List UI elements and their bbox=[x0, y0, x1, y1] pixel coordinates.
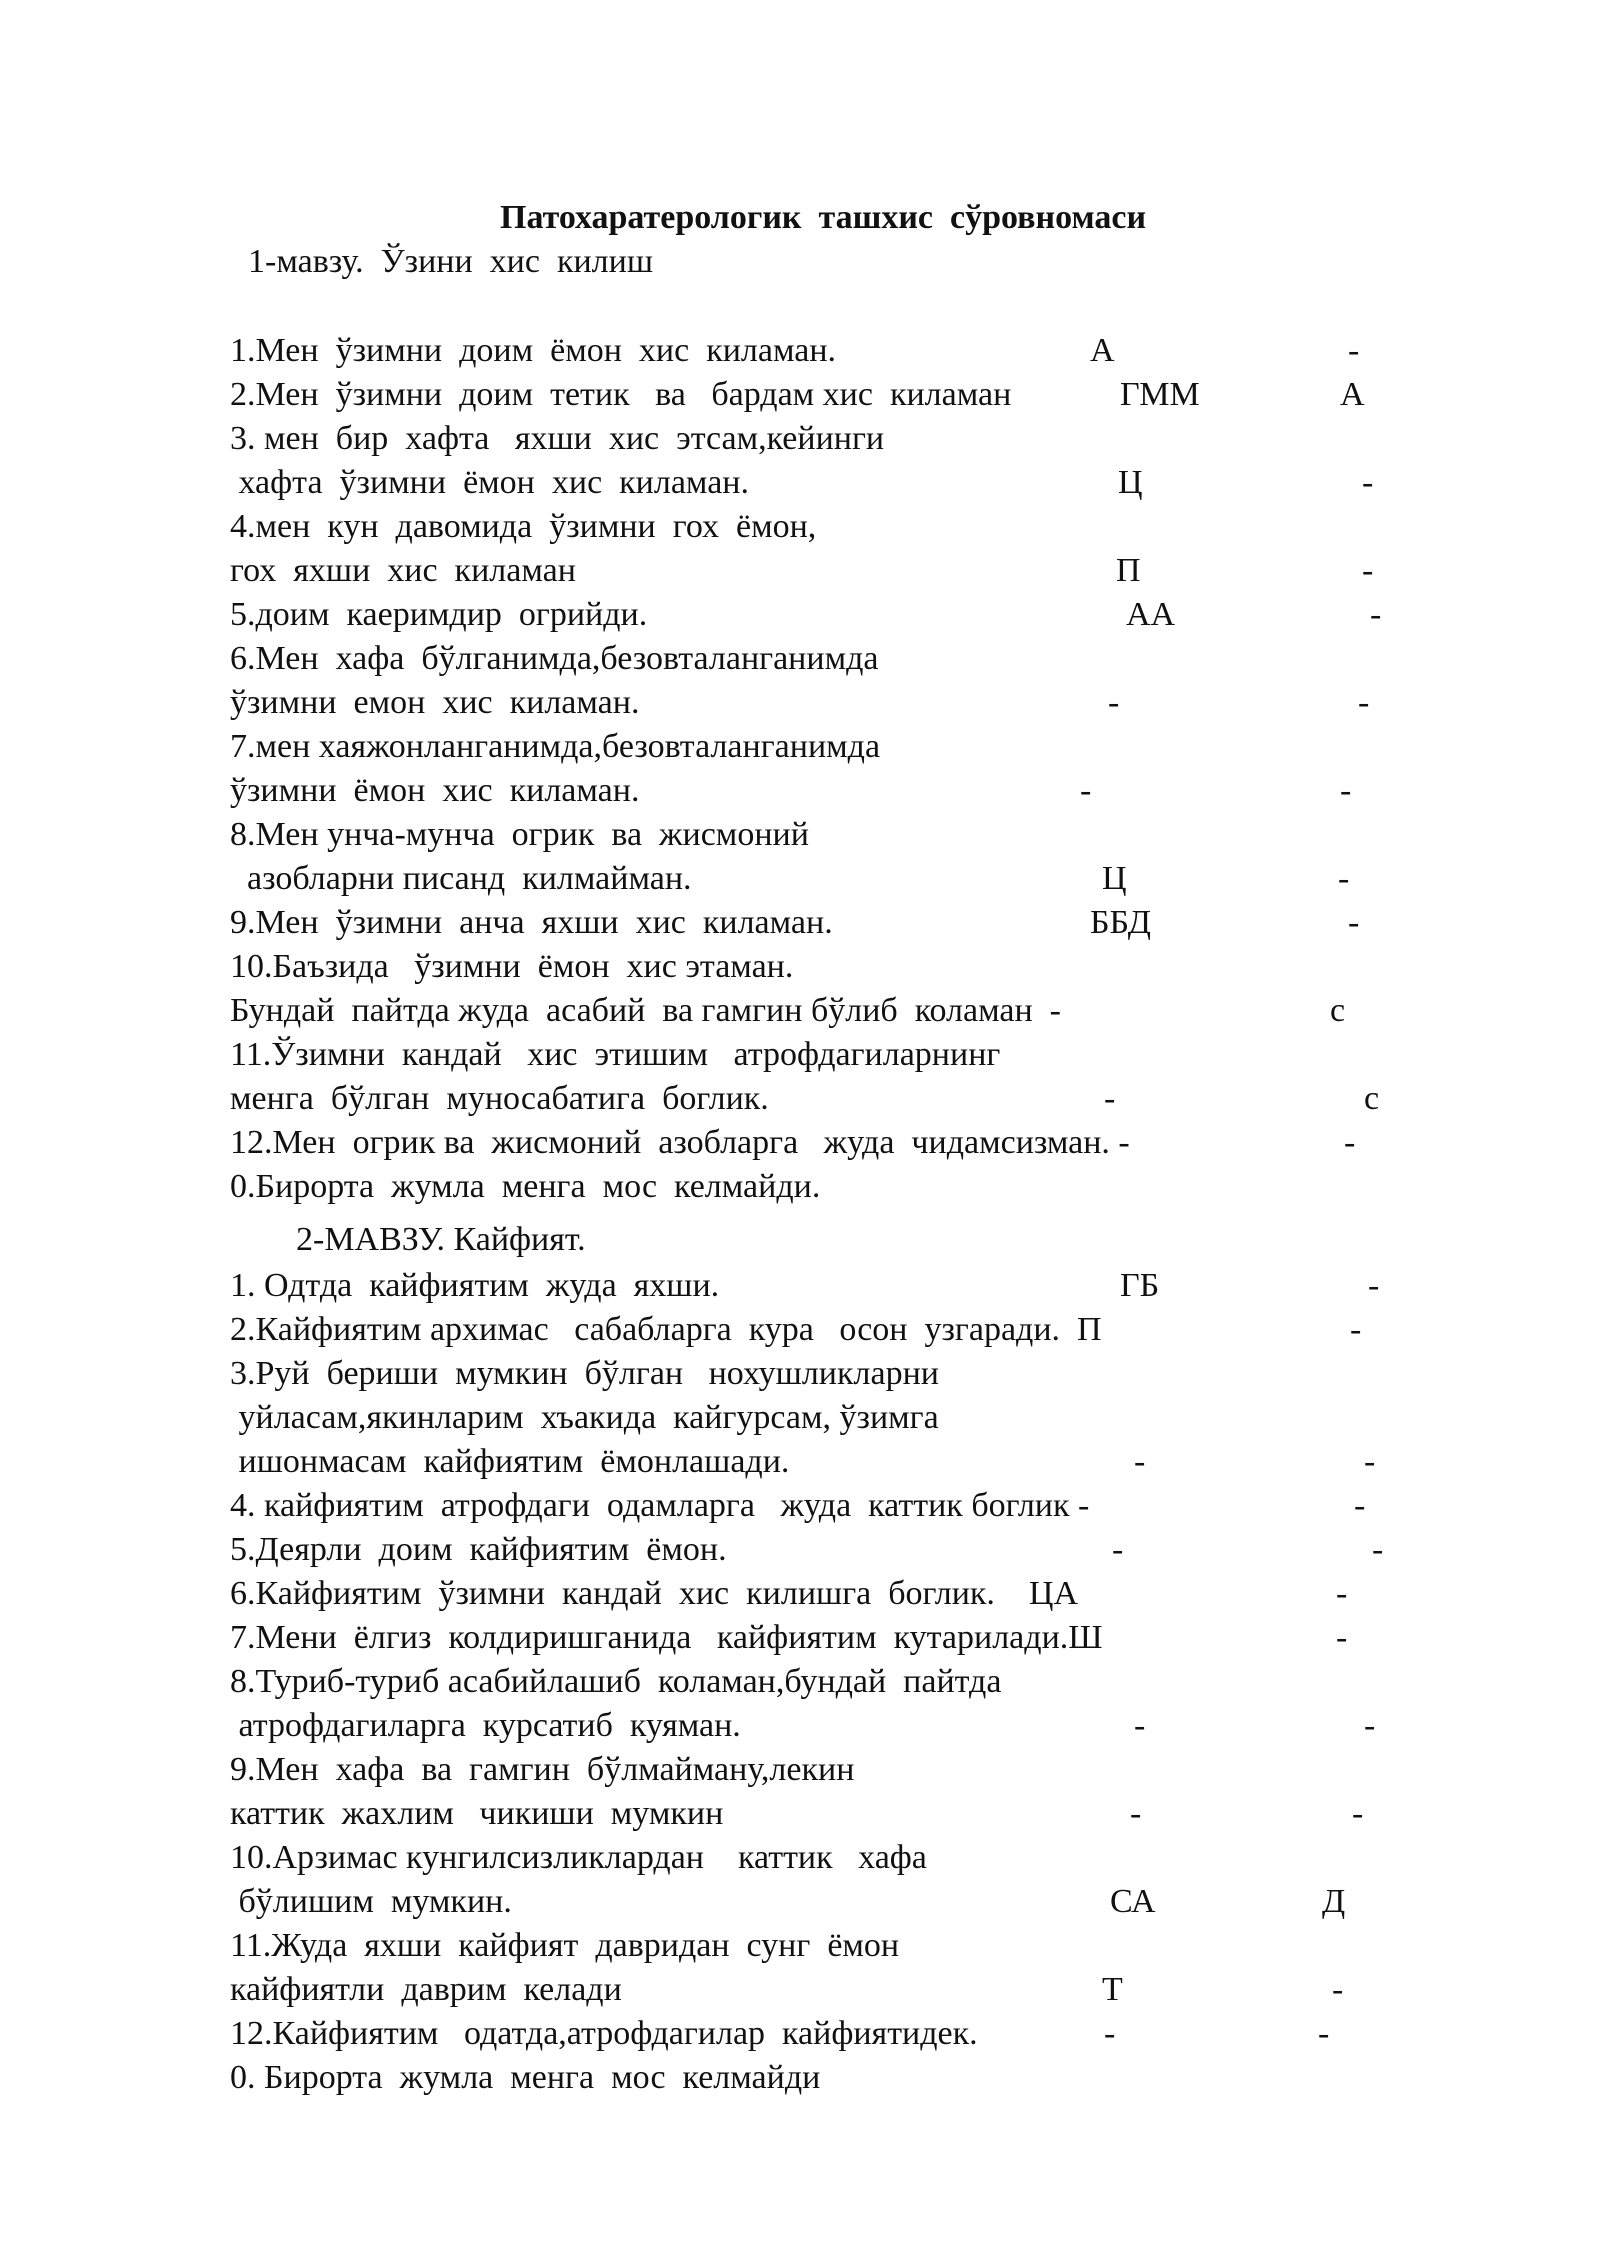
answer-code-2: - bbox=[1344, 1124, 1356, 1161]
page-title: Патохаратерологик ташхис сўровномаси bbox=[500, 199, 1147, 236]
question-text: 2.Мен ўзимни доим тетик ва бардам хис киламан bbox=[230, 376, 1012, 413]
answer-code-1: Т bbox=[1102, 1971, 1123, 2008]
question-text: каттик жахлим чикиши мумкин bbox=[230, 1795, 724, 1832]
question-text: уйласам,якинларим хъакида кайгурсам, ўзимга bbox=[230, 1399, 939, 1436]
question-text: 8.Туриб-туриб асабийлашиб коламан,бундай пайтда bbox=[230, 1663, 1002, 1700]
answer-code-1: - bbox=[1134, 1707, 1146, 1744]
question-line bbox=[0, 637, 1600, 681]
question-text: менга бўлган муносабатига боглик. bbox=[230, 1080, 769, 1117]
answer-code-1: СА bbox=[1110, 1883, 1156, 1920]
question-text: Бундай пайтда жуда асабий ва гамгин бўлиб коламан - bbox=[230, 992, 1061, 1029]
answer-code-2: - bbox=[1350, 1311, 1362, 1348]
answer-code-2: - bbox=[1340, 772, 1352, 809]
question-line bbox=[0, 1077, 1600, 1121]
answer-code-2: - bbox=[1336, 1575, 1348, 1612]
answer-code-2: - bbox=[1362, 464, 1374, 501]
answer-code-1: АА bbox=[1126, 596, 1176, 633]
question-line bbox=[0, 725, 1600, 769]
question-text: 3.Руй бериши мумкин бўлган нохушликларни bbox=[230, 1355, 939, 1392]
question-text: хафта ўзимни ёмон хис киламан. bbox=[230, 464, 749, 501]
answer-code-1: Ц bbox=[1118, 464, 1143, 501]
question-line bbox=[0, 329, 1600, 373]
answer-code-1: А bbox=[1090, 332, 1115, 369]
question-text: 1. Одтда кайфиятим жуда яхши. bbox=[230, 1267, 720, 1304]
question-text: азобларни писанд килмайман. bbox=[230, 860, 692, 897]
question-text: гох яхши хис киламан bbox=[230, 552, 576, 589]
question-text: 9.Мен хафа ва гамгин бўлмайману,лекин bbox=[230, 1751, 855, 1788]
question-line bbox=[0, 549, 1600, 593]
answer-code-2: Д bbox=[1322, 1883, 1346, 1920]
question-text: атрофдагиларга курсатиб куяман. bbox=[230, 1707, 741, 1744]
answer-code-1: - bbox=[1108, 684, 1120, 721]
question-line bbox=[0, 1165, 1600, 1209]
answer-code-1: ББД bbox=[1090, 904, 1151, 941]
question-text: 7.мен хаяжонланганимда,безовталанганимда bbox=[230, 728, 881, 765]
answer-code-2: - bbox=[1358, 684, 1370, 721]
section-2-heading: 2-МАВЗУ. Кайфият. bbox=[296, 1221, 586, 1258]
question-text: 5.доим каеримдир огрийди. bbox=[230, 596, 648, 633]
question-line bbox=[0, 1308, 1600, 1352]
answer-code-2: - bbox=[1368, 1267, 1380, 1304]
answer-code-1: - bbox=[1104, 2015, 1116, 2052]
question-line bbox=[0, 1968, 1600, 2012]
answer-code-2: - bbox=[1332, 1971, 1344, 2008]
question-line bbox=[0, 505, 1600, 549]
answer-code-2: - bbox=[1364, 1707, 1376, 1744]
question-text: 10.Арзимас кунгилсизликлардан каттик хафа bbox=[230, 1839, 927, 1876]
answer-code-1: П bbox=[1116, 552, 1141, 589]
question-line bbox=[0, 1572, 1600, 1616]
question-text: 2.Кайфиятим архимас сабабларга кура осон узгаради. П bbox=[230, 1311, 1102, 1348]
question-text: 11.Жуда яхши кайфият давридан сунг ёмон bbox=[230, 1927, 900, 1964]
question-line bbox=[0, 1528, 1600, 1572]
question-text: ишонмасам кайфиятим ёмонлашади. bbox=[230, 1443, 790, 1480]
answer-code-2: - bbox=[1318, 2015, 1330, 2052]
answer-code-2: - bbox=[1362, 552, 1374, 589]
question-line bbox=[0, 1704, 1600, 1748]
answer-code-1: ГММ bbox=[1120, 376, 1200, 413]
question-line bbox=[0, 1748, 1600, 1792]
question-text: 0.Бирорта жумла менга мос келмайди. bbox=[230, 1168, 821, 1205]
question-line bbox=[0, 461, 1600, 505]
question-text: 12.Кайфиятим одатда,атрофдагилар кайфиятидек. bbox=[230, 2015, 978, 2052]
question-line bbox=[0, 417, 1600, 461]
question-line bbox=[0, 989, 1600, 1033]
question-line bbox=[0, 1880, 1600, 1924]
question-line bbox=[0, 1396, 1600, 1440]
question-line bbox=[0, 1484, 1600, 1528]
section-1-heading: 1-мавзу. Ўзини хис килиш bbox=[248, 243, 653, 280]
answer-code-1: - bbox=[1130, 1795, 1142, 1832]
question-line bbox=[0, 681, 1600, 725]
question-line bbox=[0, 945, 1600, 989]
answer-code-2: - bbox=[1348, 904, 1360, 941]
question-line bbox=[0, 1836, 1600, 1880]
question-line bbox=[0, 1924, 1600, 1968]
answer-code-2: - bbox=[1370, 596, 1382, 633]
answer-code-2: А bbox=[1340, 376, 1365, 413]
answer-code-2: - bbox=[1372, 1531, 1384, 1568]
question-text: 4.мен кун давомида ўзимни гох ёмон, bbox=[230, 508, 817, 545]
question-text: 7.Мени ёлгиз колдиришганида кайфиятим кутарилади.Ш bbox=[230, 1619, 1103, 1656]
question-text: 6.Кайфиятим ўзимни кандай хис килишга боглик. ЦА bbox=[230, 1575, 1079, 1612]
question-line bbox=[0, 2056, 1600, 2100]
question-line bbox=[0, 813, 1600, 857]
question-line bbox=[0, 2012, 1600, 2056]
question-text: ўзимни емон хис киламан. bbox=[230, 684, 640, 721]
question-text: 5.Деярли доим кайфиятим ёмон. bbox=[230, 1531, 727, 1568]
answer-code-2: - bbox=[1364, 1443, 1376, 1480]
question-text: 11.Ўзимни кандай хис этишим атрофдагиларнинг bbox=[230, 1036, 1001, 1073]
question-line bbox=[0, 1352, 1600, 1396]
question-text: ўзимни ёмон хис киламан. bbox=[230, 772, 640, 809]
answer-code-1: - bbox=[1134, 1443, 1146, 1480]
question-text: бўлишим мумкин. bbox=[230, 1883, 512, 1920]
question-line bbox=[0, 1121, 1600, 1165]
question-line bbox=[0, 373, 1600, 417]
question-line bbox=[0, 901, 1600, 945]
answer-code-2: - bbox=[1354, 1487, 1366, 1524]
answer-code-2: - bbox=[1338, 860, 1350, 897]
question-line bbox=[0, 593, 1600, 637]
answer-code-1: - bbox=[1104, 1080, 1116, 1117]
question-line bbox=[0, 1660, 1600, 1704]
question-line bbox=[0, 1440, 1600, 1484]
question-text: 12.Мен огрик ва жисмоний азобларга жуда чидамсизман. - bbox=[230, 1124, 1130, 1161]
answer-code-2: - bbox=[1352, 1795, 1364, 1832]
question-text: кайфиятли даврим келади bbox=[230, 1971, 622, 2008]
question-text: 0. Бирорта жумла менга мос келмайди bbox=[230, 2059, 821, 2096]
answer-code-1: Ц bbox=[1102, 860, 1127, 897]
question-line bbox=[0, 769, 1600, 813]
question-line bbox=[0, 857, 1600, 901]
question-line bbox=[0, 1264, 1600, 1308]
answer-code-1: ГБ bbox=[1120, 1267, 1160, 1304]
question-text: 8.Мен унча-мунча огрик ва жисмоний bbox=[230, 816, 809, 853]
answer-code-1: - bbox=[1080, 772, 1092, 809]
question-line bbox=[0, 1033, 1600, 1077]
question-text: 6.Мен хафа бўлганимда,безовталанганимда bbox=[230, 640, 879, 677]
answer-code-2: - bbox=[1348, 332, 1360, 369]
question-text: 3. мен бир хафта яхши хис этсам,кейинги bbox=[230, 420, 885, 457]
question-text: 1.Мен ўзимни доим ёмон хис киламан. bbox=[230, 332, 837, 369]
answer-code-2: с bbox=[1330, 992, 1346, 1029]
answer-code-2: - bbox=[1336, 1619, 1348, 1656]
question-text: 10.Баъзида ўзимни ёмон хис этаман. bbox=[230, 948, 794, 985]
question-text: 4. кайфиятим атрофдаги одамларга жуда каттик боглик - bbox=[230, 1487, 1090, 1524]
answer-code-1: - bbox=[1112, 1531, 1124, 1568]
answer-code-2: с bbox=[1364, 1080, 1380, 1117]
question-line bbox=[0, 1792, 1600, 1836]
question-line bbox=[0, 1616, 1600, 1660]
question-text: 9.Мен ўзимни анча яхши хис киламан. bbox=[230, 904, 833, 941]
